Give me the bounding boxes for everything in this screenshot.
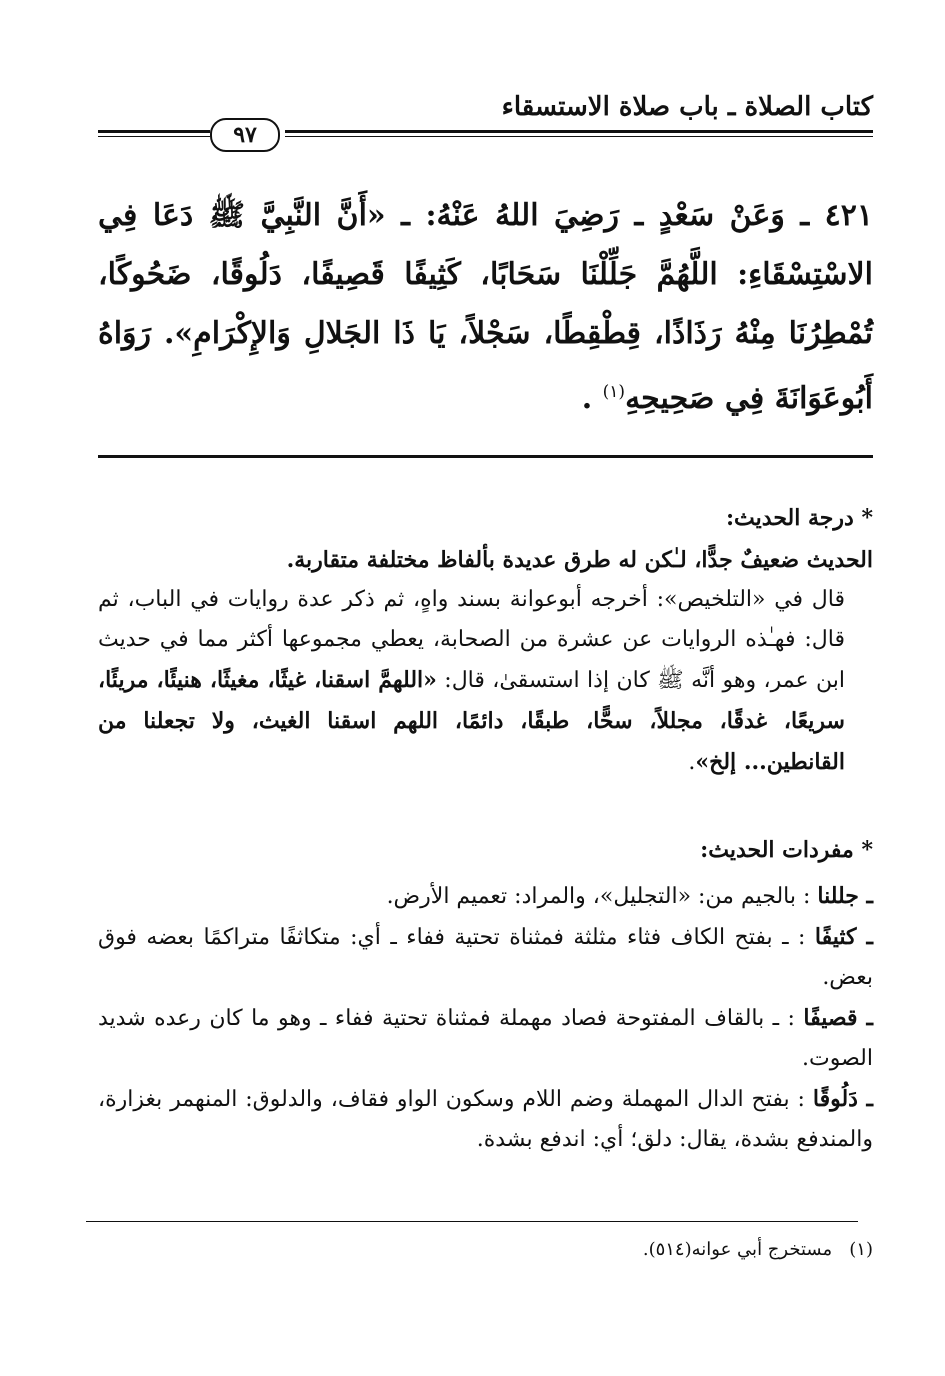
section-divider (98, 455, 873, 458)
footnote (643, 1236, 873, 1264)
vocab-item (98, 1079, 873, 1160)
footnote-number: (١) (849, 1239, 873, 1260)
hadith-end: . (581, 381, 593, 416)
footnote-text: مستخرج أبي عوانه(٥١٤). (642, 1239, 833, 1260)
vocab-term: ـ قصيفًا (803, 1005, 873, 1031)
vocab-definition: : بالجيم من: «التجليل»، والمراد: تعميم الأرض. (386, 884, 811, 909)
grade-quoted-supplication: «اللهمَّ اسقنا، غيثًا، مغيثًا، هنيئًا، مريئًا، سريعًا، غدقًا، مجللاً، سحًّا، طبقًا، دائمًا، اللهم اسقنا الغيث، ولا تجعلنا من القانطين... إلخ» (98, 667, 845, 775)
hadith-text-block (98, 186, 873, 428)
vocab-heading: * مفردات الحديث: (700, 837, 873, 863)
footnote-reference[interactable]: (١) (602, 382, 626, 402)
page-number: ٩٧ (210, 118, 280, 152)
header-rule-right (285, 126, 873, 142)
grade-section (98, 500, 873, 783)
footnote-divider (86, 1221, 858, 1222)
vocab-definition: : بفتح الدال المهملة وضم اللام وسكون الواو فقاف، والدلوق: المنهمر بغزارة، والمندفع بشدة، يقال: دلق؛ أي: اندفع بشدة. (98, 1087, 873, 1152)
grade-discussion-text: قال في «التلخيص»: أخرجه أبوعوانة بسند واهٍ، ثم ذكر عدة روايات في الباب، ثم قال: فهـٰذه الروايات عن عشرة من الصحابة، يعطي مجموعها أكثر مما في حديث ابن عمر، وهو أنَّه ﷺ كان إذا استسقىٰ، قال: (98, 587, 845, 693)
vocab-section (98, 832, 873, 1160)
hadith-body: وَعَنْ سَعْدٍ ـ رَضِيَ اللهُ عَنْهُ: ـ «أَنَّ النَّبِيَّ ﷺ دَعَا فِي الاسْتِسْقَاءِ: اللَّهُمَّ جَلِّلْنَا سَحَابًا، كَثِيفًا قَصِيفًا، دَلُوقًا، ضَحُوكًا، تُمْطِرُنَا مِنْهُ رَذَاذًا، قِطْقِطًا، سَجْلاً، يَا ذَا الجَلالِ وَالإِكْرَامِ». رَوَاهُ أَبُوعَوَانَةَ فِي صَحِيحِهِ (98, 198, 873, 416)
vocab-item (98, 876, 873, 917)
vocab-item (98, 998, 873, 1079)
vocab-definition: : ـ بفتح الكاف فثاء مثلثة فمثناة تحتية ففاء ـ أي: متكاثفًا متراكمًا بعضه فوق بعض. (98, 925, 873, 990)
running-title: كتاب الصلاة ـ باب صلاة الاستسقاء (501, 92, 873, 122)
grade-discussion-end: . (688, 750, 696, 775)
vocab-definition: : ـ بالقاف المفتوحة فصاد مهملة فمثناة تحتية ففاء ـ وهو ما كان رعده شديد الصوت. (98, 1006, 873, 1071)
grade-discussion (98, 580, 873, 783)
vocab-term: ـ دَلُوقًا (812, 1086, 873, 1112)
vocab-term: ـ جللنا (817, 883, 873, 909)
hadith-number: ٤٢١ (824, 198, 873, 233)
header-rule-left (98, 126, 210, 142)
grade-heading: * درجة الحديث: (725, 505, 873, 531)
grade-summary: الحديث ضعيفٌ جدًّا، لـٰكن له طرق عديدة بألفاظ مختلفة متقاربة. (286, 547, 873, 573)
vocab-item (98, 917, 873, 998)
hadith-dash: ـ (800, 198, 810, 233)
vocab-term: ـ كثيفًا (814, 924, 873, 950)
